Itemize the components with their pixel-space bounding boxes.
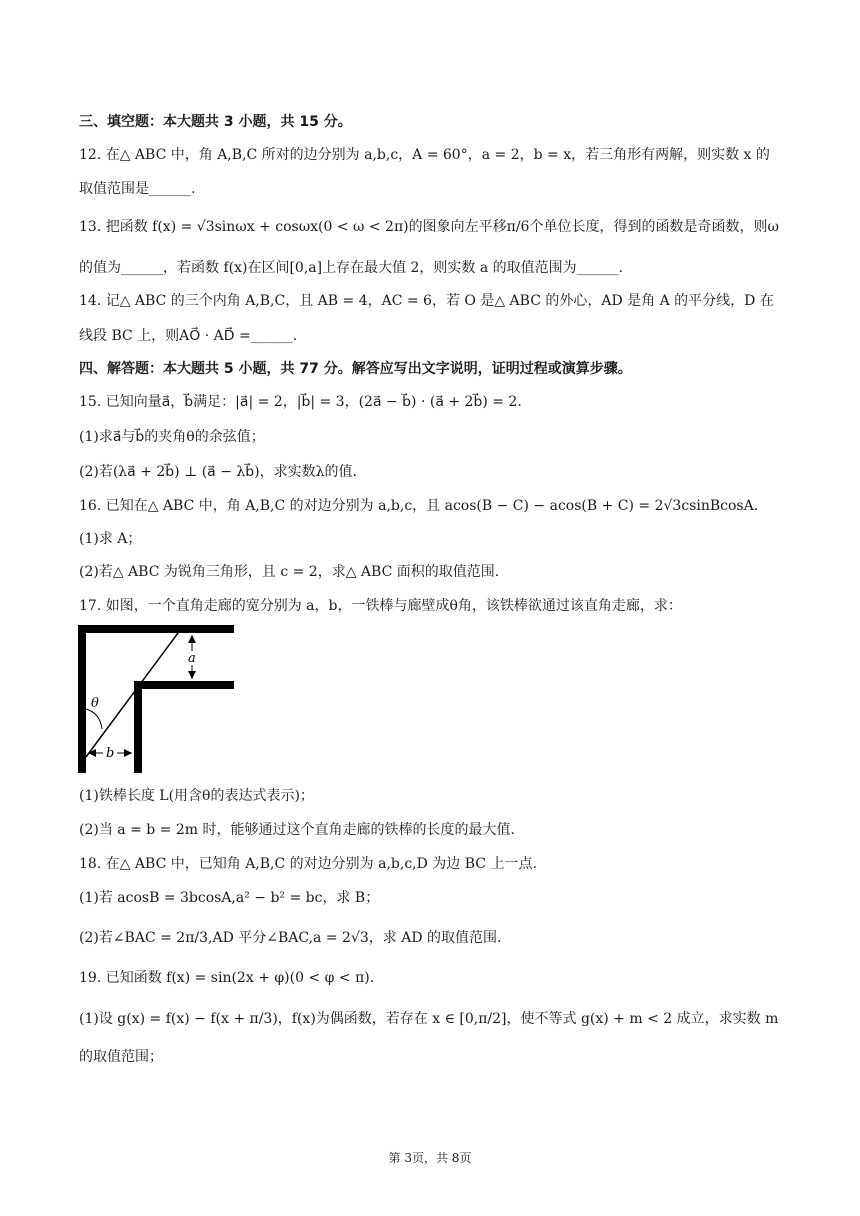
question-17-part-1: (1)铁棒长度 L(用含θ的表达式表示)； — [79, 788, 314, 804]
question-13-line-2: 的值为______，若函数 f(x)在区间[0,a]上存在最大值 2，则实数 a 的取值范围为______. — [79, 260, 624, 276]
corridor-figure — [78, 625, 238, 777]
theta-angle-arc — [86, 709, 102, 729]
question-19-part-1-line-2: 的取值范围； — [79, 1049, 163, 1065]
corridor-inner-wall-vertical — [134, 681, 142, 773]
question-17-part-2: (2)当 a = b = 2m 时，能够通过这个直角走廊的铁棒的长度的最大值. — [79, 822, 515, 838]
question-19-part-1-line-1: (1)设 g(x) = f(x) − f(x + π/3)，f(x)为偶函数，若存在 x ∈ [0,π/2]，使不等式 g(x) + m < 2 成立，求实数 m — [79, 1011, 779, 1027]
width-a-arrowhead-top — [188, 635, 196, 643]
corridor-wall-top — [78, 625, 234, 633]
question-12-line-1: 12. 在△ ABC 中，角 A,B,C 所对的边分别为 a,b,c，A = 60°，a = 2，b = x，若三角形有两解，则实数 x 的 — [79, 147, 770, 163]
question-13-line-1: 13. 把函数 f(x) = √3sinωx + cosωx(0 < ω < 2π)的图象向左平移π/6个单位长度，得到的函数是奇函数，则ω — [79, 219, 779, 235]
question-14-line-2: 线段 BC 上，则AO⃗ · AD⃗ =______. — [79, 328, 298, 344]
corridor-wall-left — [78, 625, 86, 773]
corridor-inner-wall-horizontal — [134, 681, 234, 689]
question-19-stem: 19. 已知函数 f(x) = sin(2x + φ)(0 < φ < π). — [79, 970, 375, 986]
width-b-arrowhead-right — [124, 749, 132, 757]
width-b-arrowhead-left — [88, 749, 96, 757]
page-footer: 第 3页，共 8页 — [388, 1151, 472, 1165]
question-17-stem: 17. 如图，一个直角走廊的宽分别为 a，b，一铁棒与廊壁成θ角，该铁棒欲通过该直角走廊，求： — [79, 598, 682, 614]
question-16-part-1: (1)求 A； — [79, 531, 142, 547]
question-18-part-2: (2)若∠BAC = 2π/3,AD 平分∠BAC,a = 2√3，求 AD 的取值范围. — [79, 930, 502, 946]
question-12-line-2: 取值范围是______. — [79, 181, 196, 197]
question-18-stem: 18. 在△ ABC 中，已知角 A,B,C 的对边分别为 a,b,c,D 为边 BC 上一点. — [79, 856, 537, 872]
question-16-part-2: (2)若△ ABC 为锐角三角形，且 c = 2，求△ ABC 面积的取值范围. — [79, 564, 500, 580]
section-heading-solve: 四、解答题：本大题共 5 小题，共 77 分。解答应写出文字说明，证明过程或演算步骤。 — [79, 361, 632, 377]
question-18-part-1: (1)若 acosB = 3bcosA,a² − b² = bc，求 B； — [79, 890, 380, 906]
question-15-stem: 15. 已知向量a⃗，b⃗满足：|a⃗| = 2，|b⃗| = 3，(2a⃗ − b⃗) · (a⃗ + 2b⃗) = 2. — [79, 394, 522, 410]
width-a-label: a — [188, 651, 196, 666]
question-15-part-1: (1)求a⃗与b⃗的夹角θ的余弦值； — [79, 429, 265, 445]
question-14-line-1: 14. 记△ ABC 的三个内角 A,B,C，且 AB = 4，AC = 6，若 O 是△ ABC 的外心，AD 是角 A 的平分线，D 在 — [79, 293, 774, 309]
question-16-stem: 16. 已知在△ ABC 中，角 A,B,C 的对边分别为 a,b,c，且 acos(B − C) − acos(B + C) = 2√3csinBcosA. — [79, 498, 759, 514]
iron-rod — [86, 633, 178, 757]
width-b-label: b — [106, 746, 115, 761]
question-15-part-2: (2)若(λa⃗ + 2b⃗) ⊥ (a⃗ − λb⃗)，求实数λ的值. — [79, 464, 357, 480]
width-a-arrowhead-bottom — [188, 671, 196, 679]
section-heading-fill-blank: 三、填空题：本大题共 3 小题，共 15 分。 — [79, 114, 352, 130]
theta-label: θ — [91, 696, 99, 711]
